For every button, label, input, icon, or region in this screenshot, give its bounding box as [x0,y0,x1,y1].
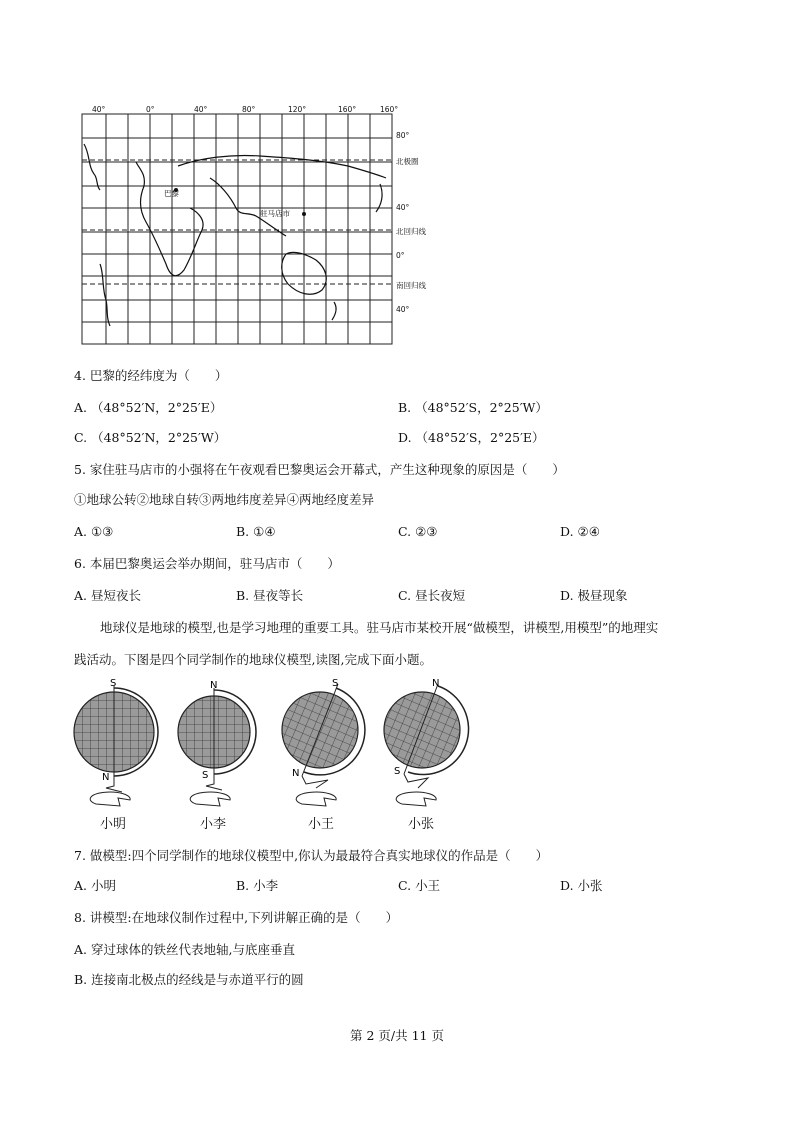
q6-option-a[interactable]: A. 昼短夜长 [74,588,141,603]
q4-option-d[interactable]: D. （48°52′S，2°25′E） [398,430,545,445]
lon-label: 40° [92,105,106,114]
paris-label: 巴黎 [164,189,179,198]
globe-n-label: N [102,772,110,783]
globe-name-xiaozhang: 小张 [408,817,435,832]
globe-xiaowang [282,678,365,806]
intro-passage-line-2: 践活动。下图是四个同学制作的地球仪模型,读图,完成下面小题。 [74,652,432,667]
globe-n-label: N [432,678,440,689]
q4-option-b[interactable]: B. （48°52′S，2°25′W） [398,400,548,415]
q6-option-b[interactable]: B. 昼夜等长 [236,588,304,603]
globe-name-xiaoming: 小明 [100,817,127,832]
intro-passage-line-1: 地球仪是地球的模型,也是学习地理的重要工具。驻马店市某校开展“做模型，讲模型,用模型”的地理实 [100,620,659,635]
globe-xiaozhang [384,678,469,806]
q7-option-a[interactable]: A. 小明 [74,878,116,893]
globe-name-xiaoli: 小李 [200,817,227,832]
q5-option-c[interactable]: C. ②③ [398,524,438,539]
question-5-statements: ①地球公转②地球自转③两地纬度差异④两地经度差异 [74,492,375,507]
lon-label: 40° [194,105,208,114]
q5-option-b[interactable]: B. ①④ [236,524,276,539]
lon-label: 120° [288,105,307,114]
globe-name-xiaowang: 小王 [308,817,335,832]
globe-s-label: S [332,678,339,689]
globe-s-label: S [394,766,401,777]
q7-option-d[interactable]: D. 小张 [560,878,603,893]
q5-option-a[interactable]: A. ①③ [74,524,114,539]
globe-xiaoming [74,678,158,806]
q5-option-d[interactable]: D. ②④ [560,524,600,539]
lon-label: 0° [146,105,155,114]
tropic-cancer-label: 北回归线 [396,227,426,236]
globe-models-figure [66,676,486,836]
page-footer: 第 2 页/共 11 页 [350,1028,444,1043]
question-4-stem: 4. 巴黎的经纬度为（ ） [74,368,228,383]
q4-option-c[interactable]: C. （48°52′N，2°25′W） [74,430,227,445]
lat-label: 0° [396,251,405,260]
tropic-capricorn-label: 南回归线 [396,281,426,290]
globe-s-label: S [202,770,209,781]
lat-label: 40° [396,203,410,212]
lon-label: 160° [380,105,399,114]
q8-option-b[interactable]: B. 连接南北极点的经线是与赤道平行的圆 [74,972,304,987]
question-6-stem: 6. 本届巴黎奥运会举办期间，驻马店市（ ） [74,556,340,571]
lon-label: 160° [338,105,357,114]
q8-option-a[interactable]: A. 穿过球体的铁丝代表地轴,与底座垂直 [74,942,295,957]
zhumadian-label: 驻马店市 [260,209,290,218]
lat-label: 40° [396,305,410,314]
q7-option-c[interactable]: C. 小王 [398,878,441,893]
globe-n-label: N [292,768,300,779]
arctic-circle-label: 北极圈 [396,157,419,166]
q6-option-d[interactable]: D. 极昼现象 [560,588,628,603]
q6-option-c[interactable]: C. 昼长夜短 [398,588,466,603]
question-7-stem: 7. 做模型:四个同学制作的地球仪模型中,你认为最最符合真实地球仪的作品是（ ） [74,848,549,863]
question-5-stem: 5. 家住驻马店市的小强将在午夜观看巴黎奥运会开幕式，产生这种现象的原因是（ ） [74,462,565,477]
question-8-stem: 8. 讲模型:在地球仪制作过程中,下列讲解正确的是（ ） [74,910,399,925]
globe-n-label: N [210,680,218,691]
lat-label: 80° [396,131,410,140]
globe-xiaoli [178,680,256,806]
q4-option-a[interactable]: A. （48°52′N，2°25′E） [74,400,223,415]
lon-label: 80° [242,105,256,114]
q7-option-b[interactable]: B. 小李 [236,878,279,893]
globe-s-label: S [110,678,117,689]
world-map-figure [80,104,426,348]
